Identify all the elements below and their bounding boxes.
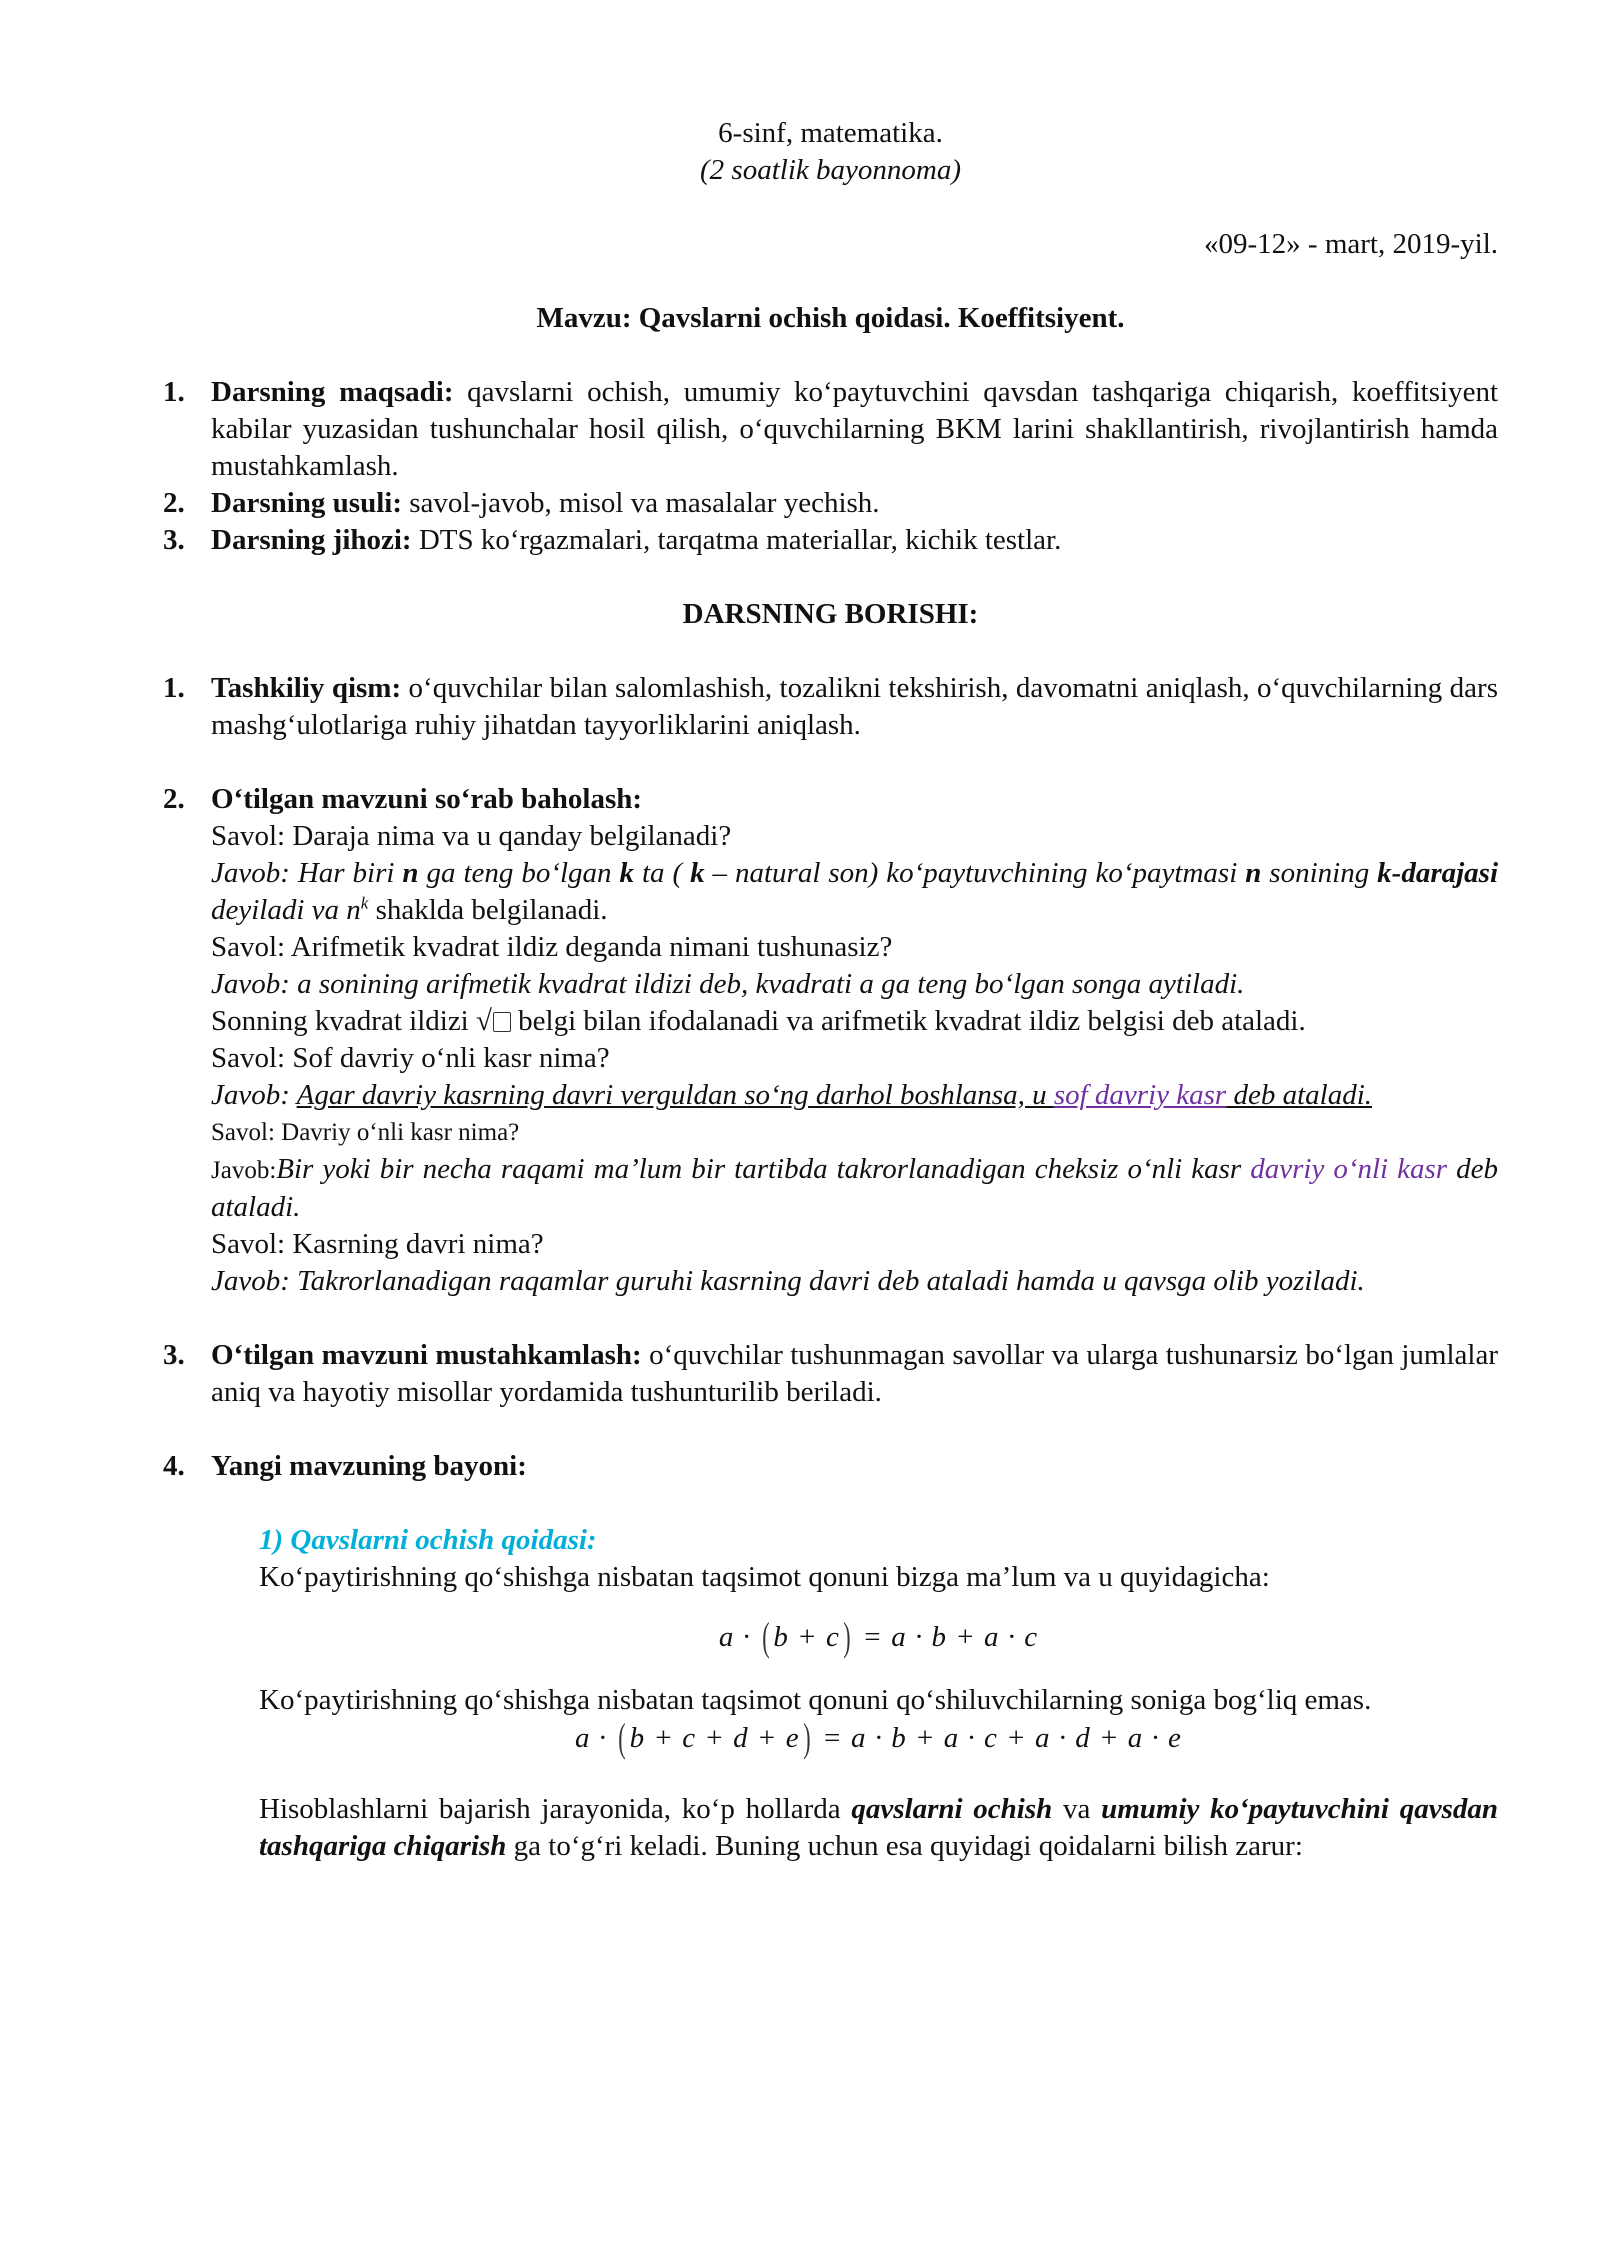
date-line: «09-12» - mart, 2019-yil. [1204, 228, 1498, 260]
item-text: o‘quvchilar tushunmagan savollar va ularga tushunarsiz bo‘lgan jumlalar aniq va hayotiy misollar yordamida tushunturilib beriladi. [211, 1339, 1498, 1408]
item-label: O‘tilgan mavzuni so‘rab baholash: [211, 783, 643, 815]
spacer [163, 189, 1498, 226]
item-label: Yangi mavzuning bayoni: [211, 1450, 527, 1482]
spacer [163, 744, 1498, 781]
formula-2: a · ( b + c + d + e) = a · b + a · c + a · d + a · e [575, 1715, 1182, 1760]
item-label: Darsning usuli: [211, 487, 402, 519]
answer-2: Javob: a sonining arifmetik kvadrat ildizi deb, kvadrati a ga teng bo‘lgan songa aytiladi. [211, 968, 1245, 1000]
item-label: Darsning jihozi: [211, 524, 412, 556]
item-text: savol-javob, misol va masalalar yechish. [401, 487, 880, 519]
spacer [163, 559, 1498, 596]
spacer [163, 1411, 1498, 1448]
item-number: 1. [163, 376, 185, 408]
spacer [163, 633, 1498, 670]
question-2: Savol: Arifmetik kvadrat ildiz deganda nimani tushunasiz? [211, 931, 893, 963]
subsection-title: 1) Qavslarni ochish qoidasi: [259, 1524, 597, 1556]
item-number: 4. [163, 1450, 185, 1482]
sqrt-icon: √ [476, 1005, 511, 1037]
answer-3: Javob: Agar davriy kasrning davri verguldan so‘ng darhol boshlansa, u sof davriy kasr deb ataladi. [211, 1079, 1373, 1111]
item-number: 3. [163, 1339, 185, 1371]
item-number: 1. [163, 672, 185, 704]
item-label: Tashkiliy qism: [211, 672, 402, 704]
paragraph-1: Ko‘paytirishning qo‘shishga nisbatan taqsimot qonuni bizga ma’lum va u quyidagicha: [259, 1561, 1270, 1593]
item-number: 3. [163, 524, 185, 556]
spacer [163, 337, 1498, 374]
spacer [163, 1300, 1498, 1337]
intro-list [163, 374, 1498, 559]
paragraph-3: Hisoblashlarni bajarish jarayonida, ko‘p hollarda qavslarni ochish va umumiy ko‘paytuvchini qavsdan tashqariga chiqarish ga to‘g‘ri keladi. Buning uchun esa quyidagi qoidalarni bilish zarur: [259, 1793, 1498, 1862]
spacer [163, 1485, 1498, 1522]
sqrt-note: Sonning kvadrat ildizi √ belgi bilan ifodalanadi va arifmetik kvadrat ildiz belgisi deb ataladi. [211, 1005, 1306, 1037]
spacer [163, 263, 1498, 300]
item-label: O‘tilgan mavzuni mustahkamlash: [211, 1339, 642, 1371]
item-text: qavslarni ochish, umumiy ko‘paytuvchini qavsdan tashqariga chiqarish, koeffitsiyent kabilar yuzasidan tushunchalar hosil qilish, o‘quvchilarning BKM larini shakllantirish, rivojlantirish hamda mustahkamlash. [211, 376, 1498, 482]
section-reinforce [163, 1337, 1498, 1411]
intro-item-goal [163, 374, 1498, 485]
answer-1: Javob: Har biri n ga teng bo‘lgan k ta ( k – natural son) ko‘paytuvchining ko‘paytmasi n sonining k-darajasi deyiladi va $n^k$ shaklda belgilanadi. [211, 857, 1498, 926]
intro-item-method [163, 485, 1498, 522]
course-title: DARSNING BORISHI: [682, 598, 979, 630]
answer-5: Javob: Takrorlanadigan raqamlar guruhi kasrning davri deb ataladi hamda u qavsga olib yoziladi. [211, 1265, 1365, 1297]
duration-line: (2 soatlik bayonnoma) [700, 154, 961, 186]
answer-4: Javob:Bir yoki bir necha raqami ma’lum bir tartibda takrorlanadigan cheksiz o‘nli kasr davriy o‘nli kasr deb ataladi. [211, 1153, 1498, 1223]
item-label: Darsning maqsadi: [211, 376, 454, 408]
question-5: Savol: Kasrning davri nima? [211, 1228, 544, 1260]
section-organizational [163, 670, 1498, 744]
formula-1: a · ( b + c) = a · b + a · c [718, 1614, 1039, 1659]
item-text: DTS ko‘rgazmalari, tarqatma materiallar, kichik testlar. [411, 524, 1062, 556]
question-4: Savol: Davriy o‘nli kasr nima? [211, 1119, 520, 1146]
paragraph-2: Ko‘paytirishning qo‘shishga nisbatan taqsimot qonuni qo‘shiluvchilarning soniga bog‘liq emas. [259, 1684, 1372, 1716]
section-review [163, 781, 1498, 1300]
new-topic-body [163, 1522, 1498, 1865]
section-new-topic [163, 1448, 1498, 1485]
question-1: Savol: Daraja nima va u qanday belgilanadi? [211, 820, 732, 852]
item-number: 2. [163, 783, 185, 815]
grade-subject-line: 6-sinf, matematika. [718, 117, 943, 149]
topic-title: Mavzu: Qavslarni ochish qoidasi. Koeffitsiyent. [536, 302, 1125, 334]
intro-item-equipment [163, 522, 1498, 559]
item-number: 2. [163, 487, 185, 519]
question-3: Savol: Sof davriy o‘nli kasr nima? [211, 1042, 610, 1074]
item-text: o‘quvchilar bilan salomlashish, tozalikni tekshirish, davomatni aniqlash, o‘quvchilarning dars mashg‘ulotlariga ruhiy jihatdan tayyorliklarini aniqlash. [211, 672, 1498, 741]
